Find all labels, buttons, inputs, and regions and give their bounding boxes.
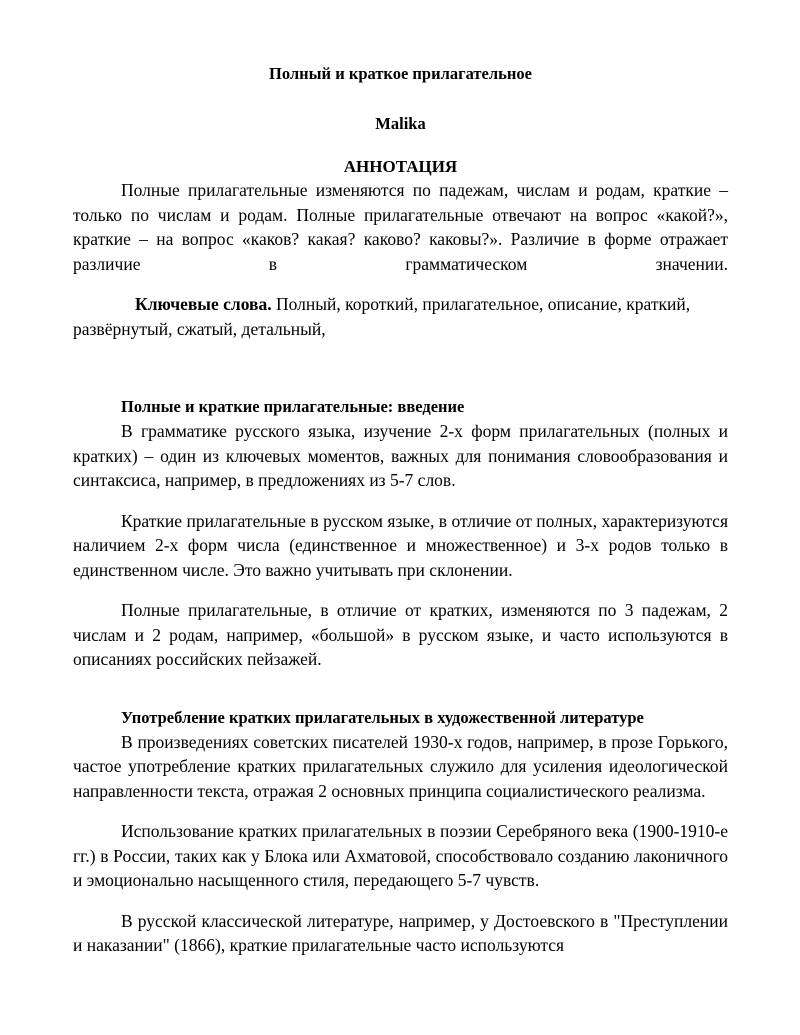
section-heading-introduction: Полные и краткие прилагательные: введение xyxy=(121,397,465,416)
keywords-text: Полный, короткий, прилагательное, описание, краткий, развёрнутый, сжатый, детальный, xyxy=(73,294,691,339)
abstract-heading: АННОТАЦИЯ xyxy=(343,157,458,176)
body-paragraph: В произведениях советских писателей 1930-х годов, например, в прозе Горького, частое употребление кратких прилагательных служило для усиления идеологической направленности текста, отражая 2 основных принципа социалистического реализма. xyxy=(73,731,728,801)
author-name: Malika xyxy=(375,114,426,133)
body-paragraph: Использование кратких прилагательных в поэзии Серебряного века (1900-1910-е гг.) в России, таких как у Блока или Ахматовой, способствовало созданию лаконичного и эмоционально насыщенного стиля, передающего 5-7 чувств. xyxy=(73,821,728,890)
body-paragraph: В грамматике русского языка, изучение 2-х форм прилагательных (полных и кратких) – один из ключевых моментов, важных для понимания словообразования и синтаксиса, например, в предложениях из 5-7 слов. xyxy=(73,421,728,490)
keywords-label: Ключевые слова. xyxy=(135,294,272,314)
body-paragraph: Полные прилагательные, в отличие от кратких, изменяются по 3 падежам, 2 числам и 2 родам, например, «большой» в русском языке, и часто используются в описаниях российских пейзажей. xyxy=(73,600,728,669)
document-title: Полный и краткое прилагательное xyxy=(269,64,532,83)
body-paragraph: В русской классической литературе, например, у Достоевского в "Преступлении и наказании" (1866), краткие прилагательные часто используются xyxy=(73,910,728,955)
abstract-paragraph: Полные прилагательные изменяются по падежам, числам и родам, краткие – только по числам и родам. Полные прилагательные отвечают на вопрос «какой?», краткие – на вопрос «каков? какая? каково? каковы?». Различие в форме отражает различие в грамматическом значении. xyxy=(73,180,728,274)
keywords-paragraph xyxy=(73,292,728,341)
section-heading-literature: Употребление кратких прилагательных в художественной литературе xyxy=(121,707,644,727)
body-paragraph: Краткие прилагательные в русском языке, в отличие от полных, характеризуются наличием 2-х форм числа (единственное и множественное) и 3-х родов только в единственном числе. Это важно учитывать при склонении. xyxy=(73,510,728,580)
